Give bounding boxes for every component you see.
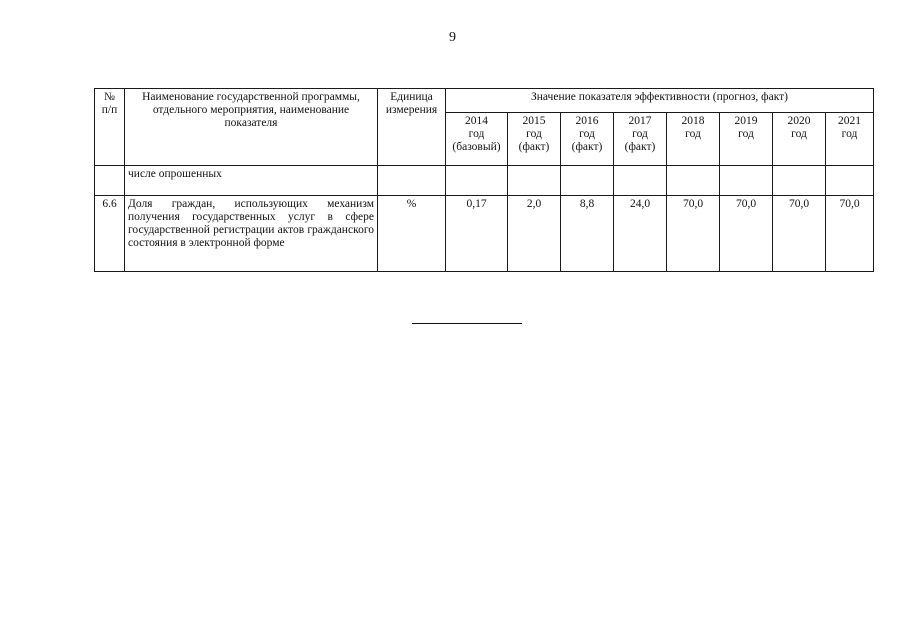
- row-value: 70,0: [667, 196, 720, 272]
- year-header: 2014 год (базовый): [446, 113, 508, 166]
- year-header: 2015 год (факт): [508, 113, 561, 166]
- header-num: № п/п: [95, 89, 125, 166]
- page-number: 9: [449, 30, 456, 45]
- row-unit: [378, 166, 446, 196]
- table-row: [95, 196, 874, 272]
- year-header: 2018 год: [667, 113, 720, 166]
- row-value: 24,0: [614, 196, 667, 272]
- year-header: 2019 год: [720, 113, 773, 166]
- table-row: [95, 166, 874, 196]
- row-unit: %: [378, 196, 446, 272]
- header-name: Наименование государственной программы, отдельного мероприятия, наименование показателя: [125, 89, 378, 166]
- row-name: числе опрошенных: [125, 166, 378, 196]
- header-unit: Единица измерения: [378, 89, 446, 166]
- row-value: [614, 166, 667, 196]
- row-value: [508, 166, 561, 196]
- year-header: 2017 год (факт): [614, 113, 667, 166]
- header-values-title: Значение показателя эффективности (прогноз, факт): [446, 89, 874, 113]
- row-num: [95, 166, 125, 196]
- row-value: 8,8: [561, 196, 614, 272]
- year-header: 2020 год: [773, 113, 826, 166]
- separator-line: [412, 323, 522, 324]
- row-value: [561, 166, 614, 196]
- row-value: 70,0: [826, 196, 874, 272]
- indicator-table: [94, 88, 874, 272]
- row-value: 70,0: [773, 196, 826, 272]
- row-num: 6.6: [95, 196, 125, 272]
- row-value: [720, 166, 773, 196]
- row-value: [826, 166, 874, 196]
- row-value: 70,0: [720, 196, 773, 272]
- year-header: 2016 год (факт): [561, 113, 614, 166]
- row-name: Доля граждан, использующих механизм получения государственных услуг в сфере государственной регистрации актов гражданского состояния в электронной форме: [125, 196, 378, 272]
- header-row: [95, 89, 874, 113]
- row-value: [667, 166, 720, 196]
- year-header: 2021 год: [826, 113, 874, 166]
- row-value: 2,0: [508, 196, 561, 272]
- row-value: [446, 166, 508, 196]
- row-value: 0,17: [446, 196, 508, 272]
- row-value: [773, 166, 826, 196]
